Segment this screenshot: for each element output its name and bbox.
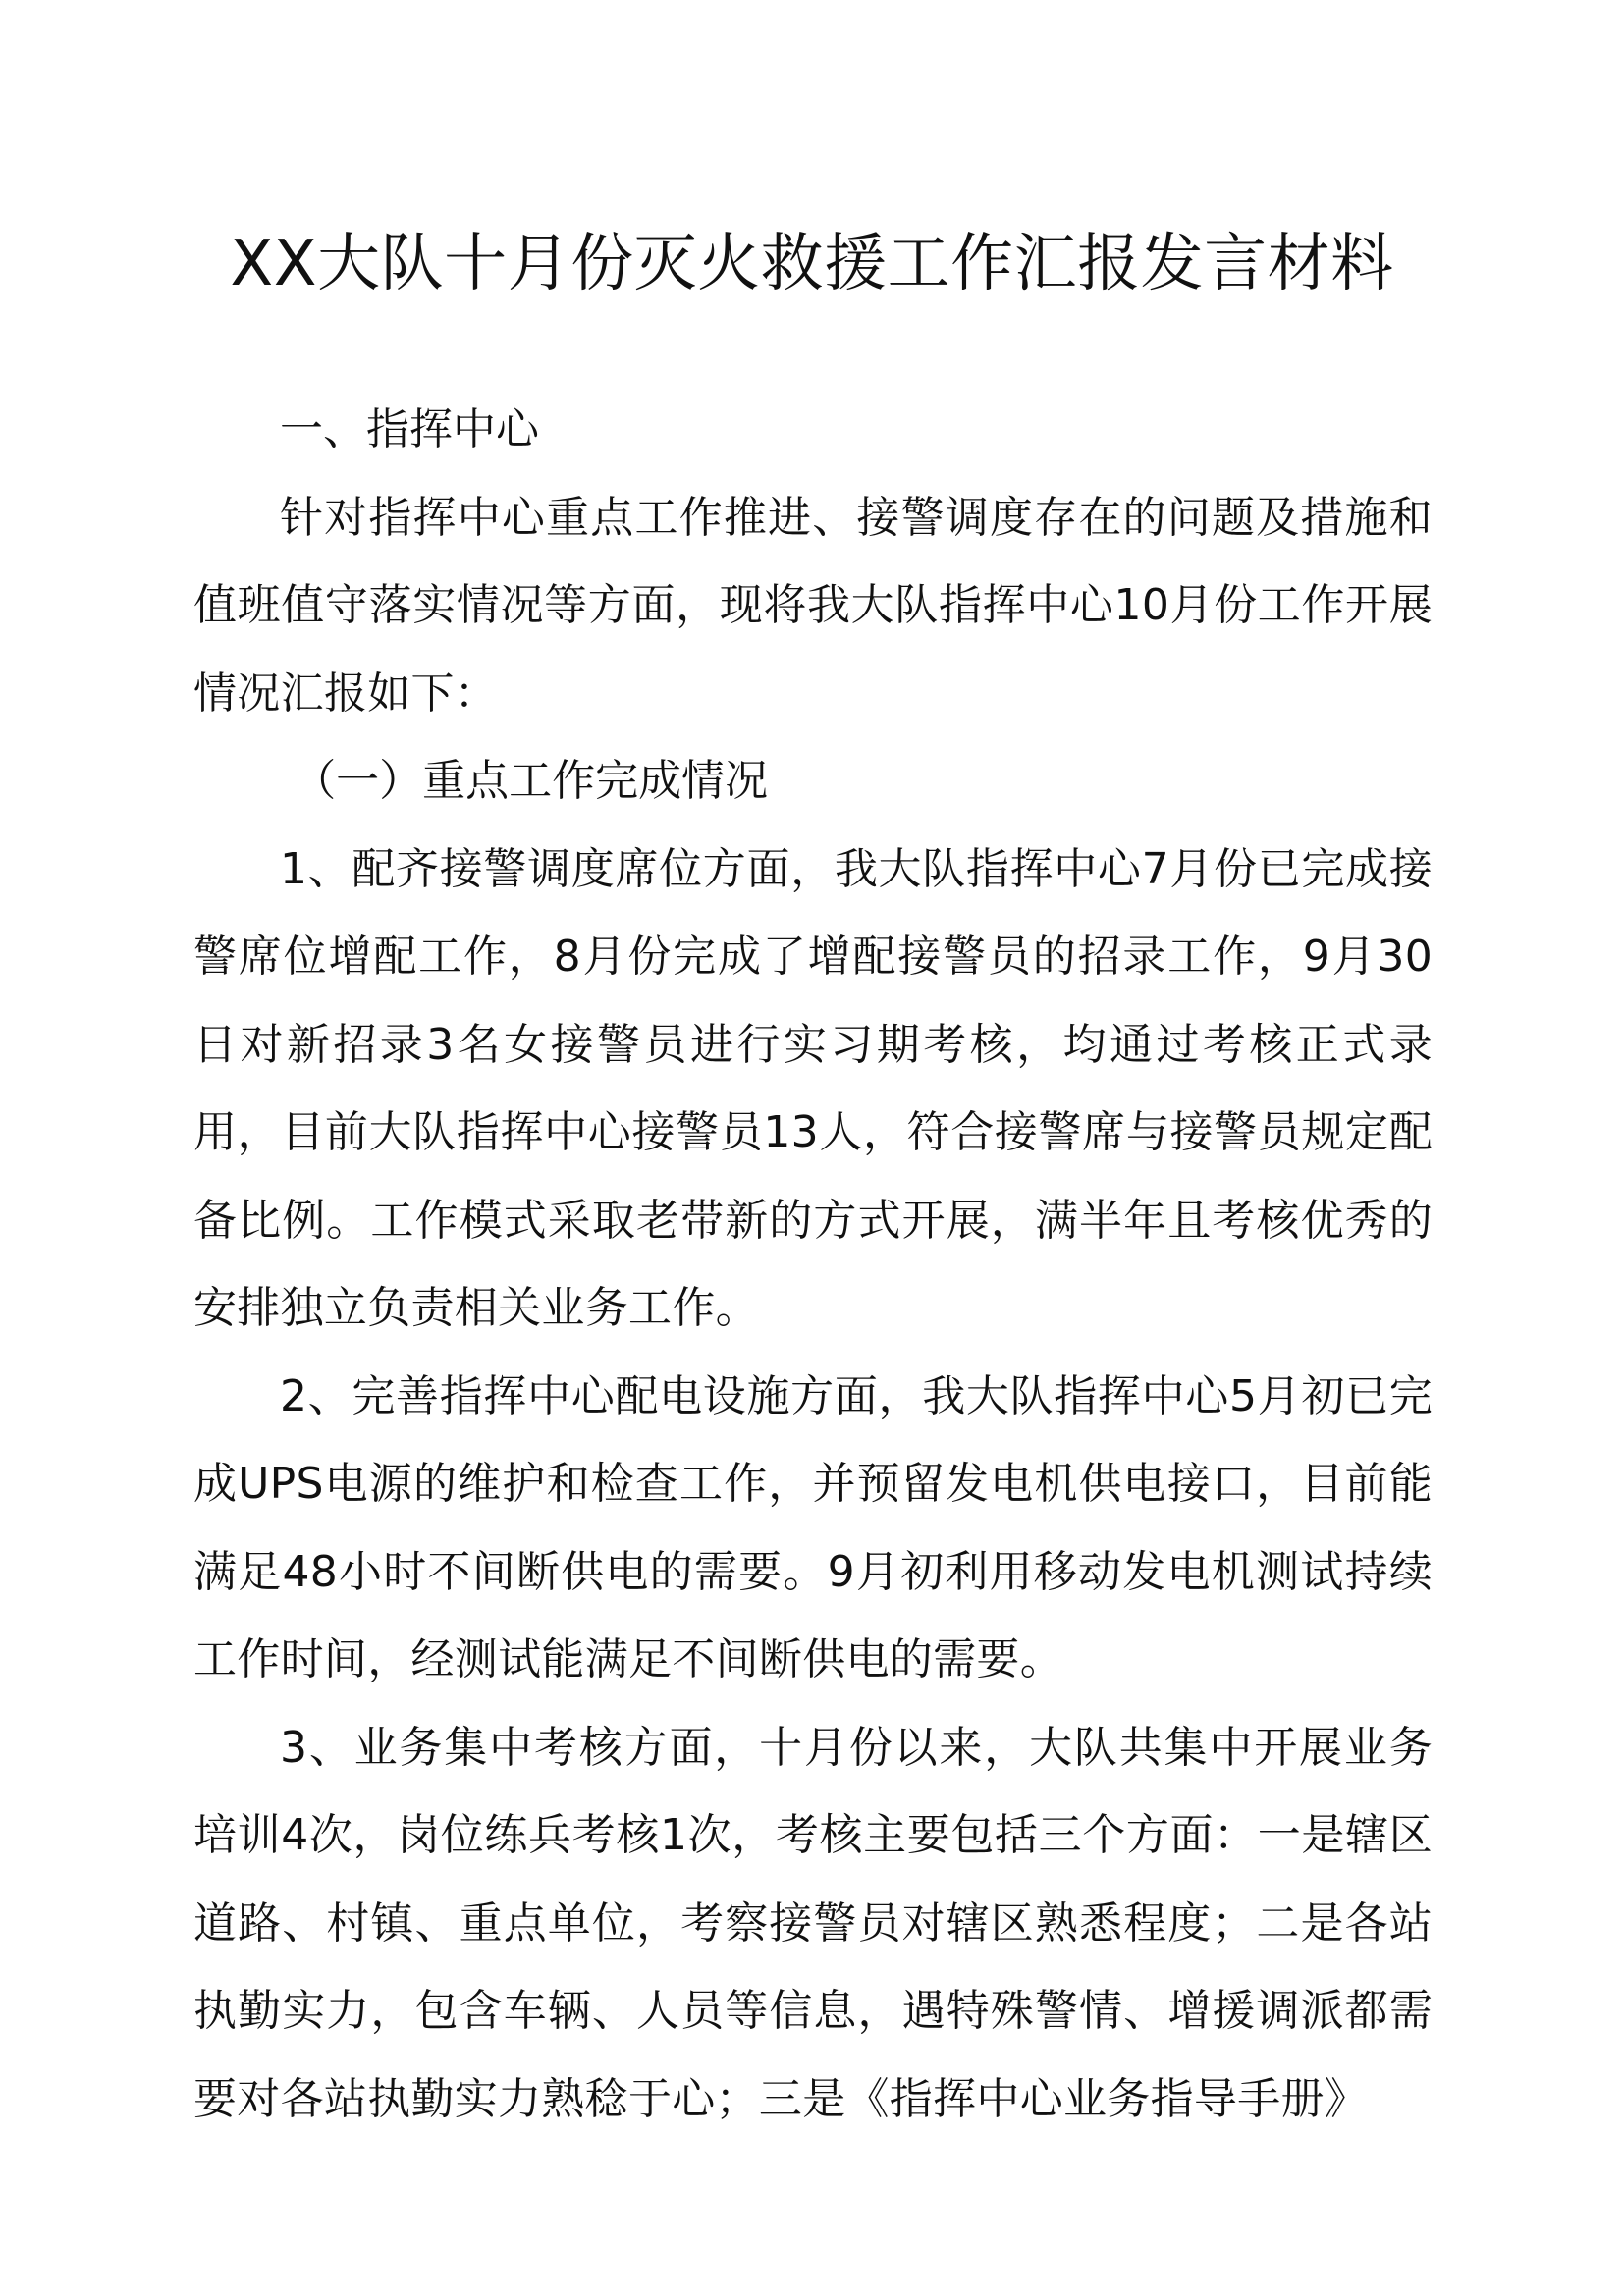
paragraph-3: 3、业务集中考核方面，十月份以来，大队共集中开展业务培训4次，岗位练兵考核1次，考核主要包括三个方面：一是辖区道路、村镇、重点单位，考察接警员对辖区熟悉程度；二是各站执勤实力，包含车辆、人员等信息，遇特殊警情、增援调派都需要对各站执勤实力熟稔于心；三是《指挥中心业务指导手册》 (193, 1722, 1433, 2124)
paragraph-1: 1、配齐接警调度席位方面，我大队指挥中心7月份已完成接警席位增配工作，8月份完成了增配接警员的招录工作，9月30日对新招录3名女接警员进行实习期考核，均通过考核正式录用，目前大队指挥中心接警员13人，符合接警席与接警员规定配备比例。工作模式采取老带新的方式开展，满半年且考核优秀的安排独立负责相关业务工作。 (193, 843, 1433, 1333)
document-body (193, 386, 1433, 2143)
paragraph-2: 2、完善指挥中心配电设施方面，我大队指挥中心5月初已完成UPS电源的维护和检查工作，并预留发电机供电接口，目前能满足48小时不间断供电的需要。9月初利用移动发电机测试持续工作时间，经测试能满足不间断供电的需要。 (193, 1370, 1433, 1684)
intro-paragraph: 针对指挥中心重点工作推进、接警调度存在的问题及措施和值班值守落实情况等方面，现将我大队指挥中心10月份工作开展情况汇报如下： (193, 492, 1433, 719)
section-heading: 一、指挥中心 (280, 404, 539, 454)
document-title: XX大队十月份灭火救援工作汇报发言材料 (230, 228, 1394, 300)
subsection-heading: （一）重点工作完成情况 (293, 756, 769, 806)
